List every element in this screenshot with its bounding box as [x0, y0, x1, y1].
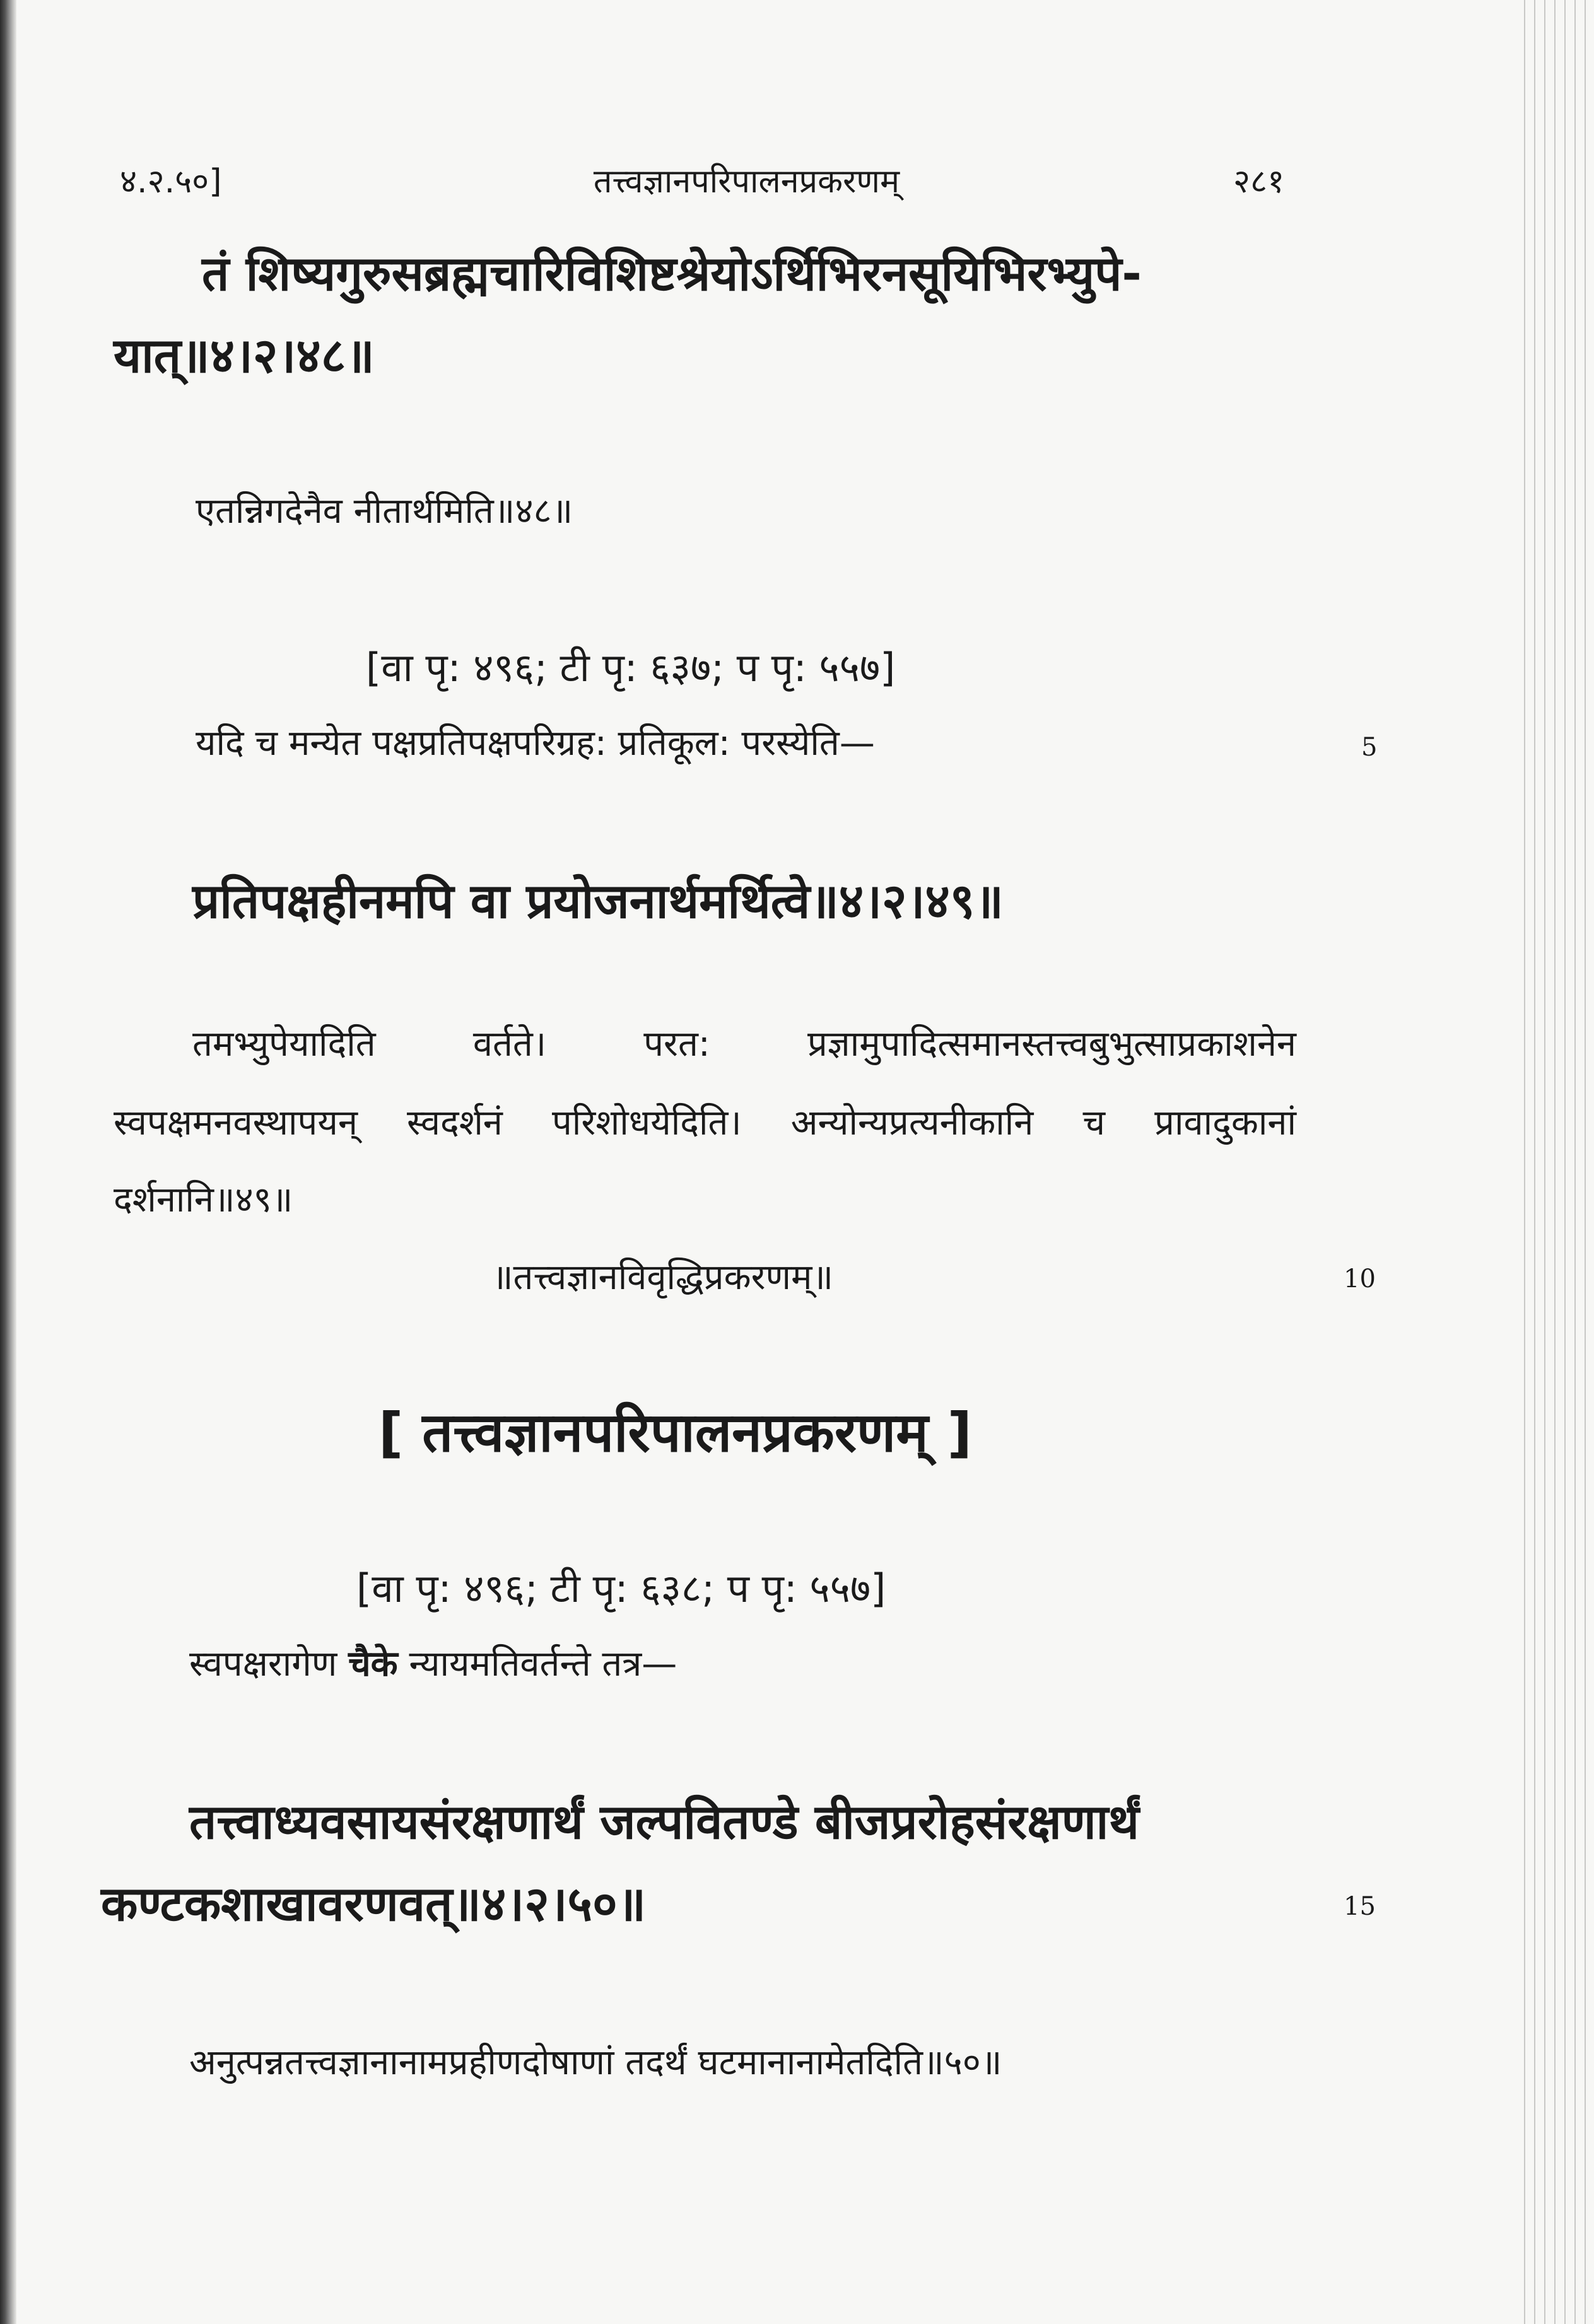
commentary-50: अनुत्पन्नतत्त्वज्ञानानामप्रहीणदोषाणां तदर्थं घटमानानामेतदिति॥५०॥ [189, 2042, 1002, 2083]
intro-50-after: न्यायमतिवर्तन्ते तत्र— [397, 1644, 677, 1685]
sutra-48-line1: तं शिष्यगुरुसब्रह्मचारिविशिष्टश्रेयोऽर्थिभिरनसूयिभिरभ्युपे- [202, 245, 1142, 301]
intro-49: यदि च मन्येत पक्षप्रतिपक्षपरिग्रह: प्रतिकूल: परस्येति— [196, 723, 875, 764]
header-title: तत्त्वज्ञानपरिपालनप्रकरणम् [593, 163, 900, 201]
line-number-5: 5 [1361, 733, 1378, 762]
sutra-50-line1: तत्त्वाध्यवसायसंरक्षणार्थं जल्पवितण्डे बीजप्ररोहसंरक्षणार्थं [189, 1794, 1139, 1850]
intro-50-before: स्वपक्षरागेण [189, 1644, 349, 1685]
reference-50: [वा पृ: ४९६; टी पृ: ६३८; प पृ: ५५७] [356, 1565, 886, 1611]
line-number-10: 10 [1344, 1264, 1376, 1293]
prakarana-end: ॥तत्त्वज्ञानविवृद्धिप्रकरणम्॥ [492, 1257, 834, 1298]
header-section-ref: ४.२.५०] [120, 163, 222, 201]
intro-50-bold: चैके [348, 1644, 398, 1685]
reference-49: [वा पृ: ४९६; टी पृ: ६३७; प पृ: ५५७] [366, 645, 896, 691]
sutra-49: प्रतिपक्षहीनमपि वा प्रयोजनार्थमर्थित्वे॥४।२।४९॥ [192, 873, 1004, 929]
intro-50 [189, 1638, 677, 1686]
commentary-49-line3: दर्शनानि॥४९॥ [114, 1179, 293, 1220]
commentary-48: एतन्निगदेनैव नीतार्थमिति॥४८॥ [196, 491, 573, 532]
line-number-15: 15 [1344, 1892, 1376, 1921]
commentary-49-line2: स्वपक्षमनवस्थापयन् स्वदर्शनं परिशोधयेदिति। अन्योन्यप्रत्यनीकानि च प्रावादुकानां [114, 1102, 1296, 1143]
commentary-49-line1: तमभ्युपेयादिति वर्तते। परत: प्रज्ञामुपादित्समानस्तत्त्वबुभुत्साप्रकाशनेन [192, 1024, 1296, 1065]
sutra-50-line2: कण्टकशाखावरणवत्॥४।२।५०॥ [101, 1876, 647, 1932]
section-heading: [ तत्त्वज्ञानपरिपालनप्रकरणम् ] [378, 1401, 972, 1464]
sutra-48-line2: यात्॥४।२।४८॥ [114, 327, 375, 383]
header-page-number: २८१ [1233, 163, 1285, 201]
